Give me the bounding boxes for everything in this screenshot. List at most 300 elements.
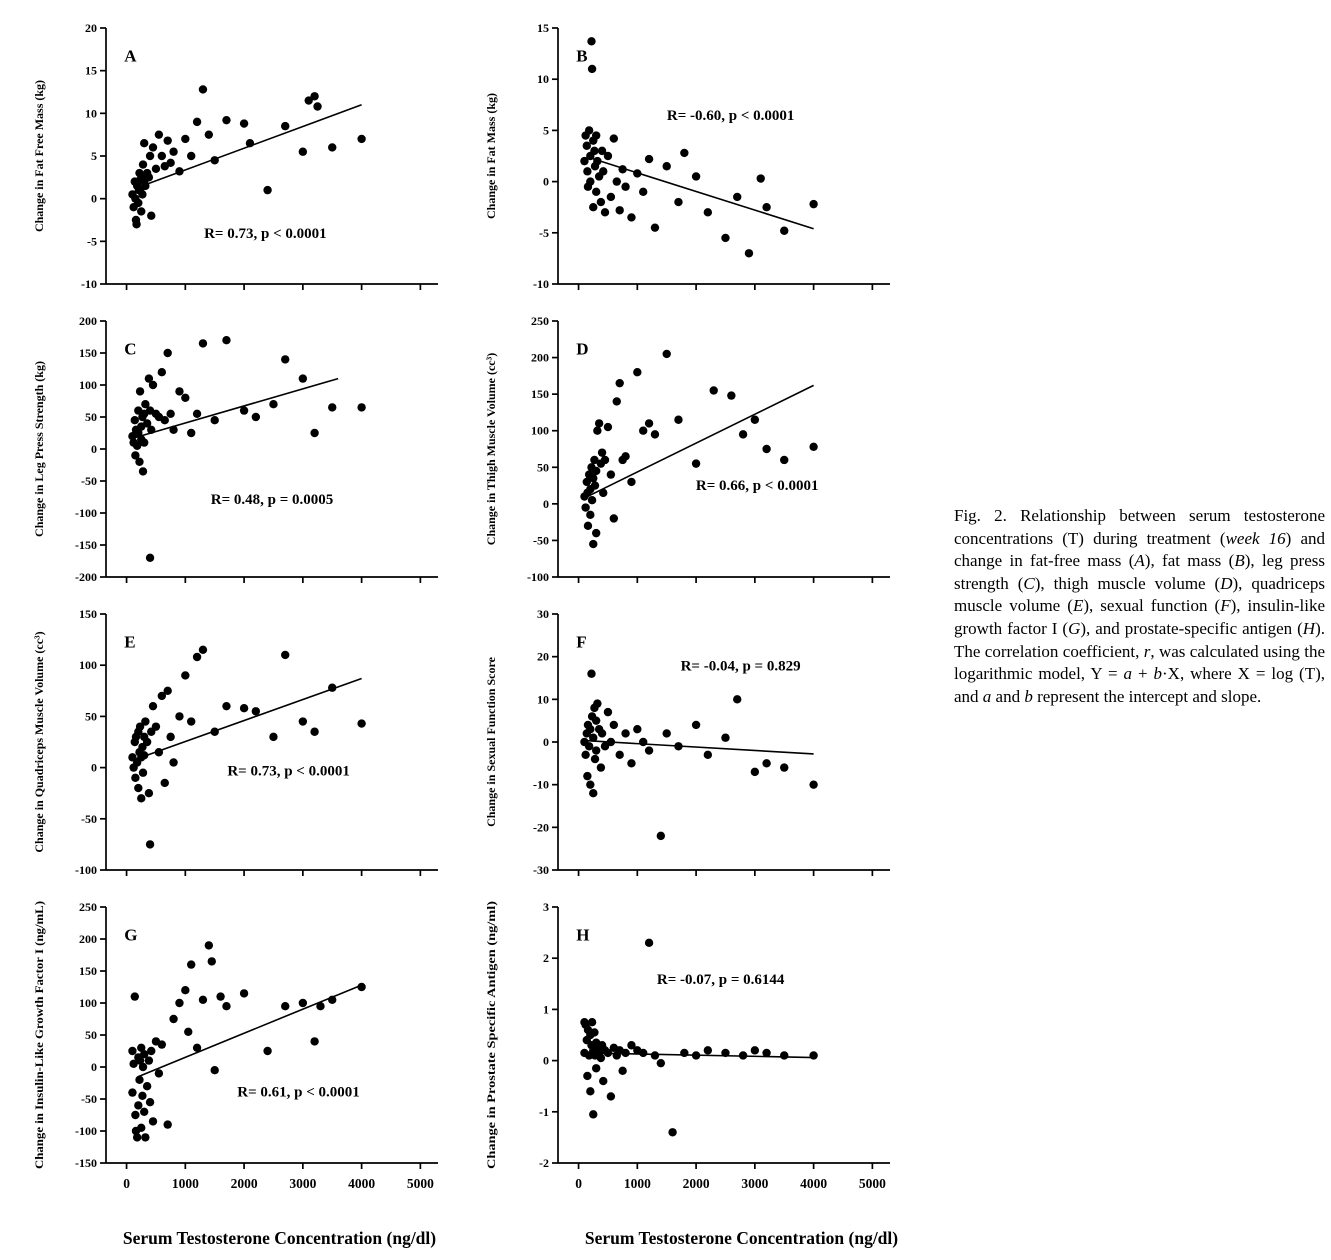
y-tick-label: -100 <box>75 506 97 520</box>
data-point <box>328 143 336 151</box>
data-point <box>593 157 601 165</box>
data-point <box>809 200 817 208</box>
chart-panel-h <box>478 893 918 1220</box>
data-point <box>145 1056 153 1064</box>
data-point <box>583 772 591 780</box>
data-point <box>281 651 289 659</box>
y-tick-label: 0 <box>543 174 549 189</box>
data-point <box>166 733 174 741</box>
y-tick-label: 0 <box>543 496 549 511</box>
data-point <box>645 746 653 754</box>
chart-svg-E <box>26 600 466 888</box>
data-point <box>246 139 254 147</box>
caption-run: and <box>991 686 1025 706</box>
y-tick-label: 100 <box>79 658 97 673</box>
data-point <box>762 759 770 767</box>
data-point <box>169 1015 177 1023</box>
data-point <box>222 336 230 344</box>
data-point <box>599 1077 607 1085</box>
data-point <box>589 1110 597 1118</box>
data-point <box>149 1117 157 1125</box>
data-point <box>263 1047 271 1055</box>
x-tick-label: 4000 <box>348 1176 376 1191</box>
y-tick-label: 150 <box>79 607 97 621</box>
data-point <box>211 1066 219 1074</box>
figure-caption <box>954 505 1325 708</box>
data-point <box>581 751 589 759</box>
y-tick-label: 20 <box>537 649 549 664</box>
y-tick-label: -50 <box>533 533 549 548</box>
data-point <box>155 748 163 756</box>
y-tick-label: 3 <box>543 900 549 914</box>
data-point <box>357 983 365 991</box>
chart-panel-a <box>26 14 466 307</box>
data-point <box>663 162 671 170</box>
correlation-annotation: R= 0.73, p < 0.0001 <box>227 763 350 780</box>
data-point <box>592 131 600 139</box>
data-point <box>211 416 219 424</box>
y-tick-label: 0 <box>543 735 549 749</box>
data-point <box>627 759 635 767</box>
caption-italic-run: r <box>1143 641 1151 661</box>
data-point <box>809 443 817 451</box>
caption-italic-run: a <box>982 686 992 706</box>
y-tick-label: 10 <box>537 692 549 707</box>
data-point <box>633 725 641 733</box>
data-point <box>147 212 155 220</box>
axes <box>552 28 890 290</box>
data-point <box>598 729 606 737</box>
chart-svg-H <box>478 893 918 1215</box>
y-tick-label: 0 <box>91 191 97 206</box>
data-point <box>187 717 195 725</box>
data-point <box>175 712 183 720</box>
data-point <box>627 478 635 486</box>
y-tick-label: 20 <box>85 21 97 35</box>
data-point <box>639 1049 647 1057</box>
x-axis-title-left: Serum Testosterone Concentration (ng/dl) <box>122 1228 437 1248</box>
data-point <box>193 410 201 418</box>
data-point <box>139 160 147 168</box>
data-point <box>299 148 307 156</box>
data-point <box>645 419 653 427</box>
data-point <box>222 702 230 710</box>
data-point <box>310 429 318 437</box>
chart-panel-b <box>478 14 918 307</box>
chart-svg-A <box>26 14 466 302</box>
data-point <box>138 190 146 198</box>
chart-panel-g <box>26 893 466 1220</box>
y-tick-label: 10 <box>85 106 97 121</box>
y-tick-label: 150 <box>531 387 549 402</box>
y-tick-label: -2 <box>539 1156 549 1170</box>
data-point <box>586 177 594 185</box>
data-point <box>601 456 609 464</box>
data-point <box>169 758 177 766</box>
trend-line <box>135 379 338 438</box>
y-tick-label: -200 <box>75 570 97 584</box>
data-point <box>590 147 598 155</box>
data-point <box>615 206 623 214</box>
data-point <box>745 249 753 257</box>
data-point <box>240 704 248 712</box>
y-tick-label: -150 <box>75 1156 97 1170</box>
data-point <box>739 430 747 438</box>
data-point <box>657 832 665 840</box>
data-point <box>138 1092 146 1100</box>
data-point <box>607 1092 615 1100</box>
data-point <box>316 1002 324 1010</box>
y-tick-label: 250 <box>531 314 549 328</box>
data-point <box>610 514 618 522</box>
data-point <box>216 992 224 1000</box>
data-point <box>587 37 595 45</box>
data-point <box>607 738 615 746</box>
data-point <box>181 986 189 994</box>
axes <box>100 907 438 1169</box>
y-tick-label: -100 <box>75 1124 97 1138</box>
y-tick-label: -10 <box>81 277 97 291</box>
data-point <box>299 717 307 725</box>
data-point <box>633 169 641 177</box>
chart-panel-d <box>478 307 918 600</box>
caption-run: + <box>1132 664 1154 684</box>
data-point <box>187 960 195 968</box>
data-point <box>136 387 144 395</box>
data-point <box>727 391 735 399</box>
y-tick-label: -5 <box>539 225 549 240</box>
y-axis-label: Change in Prostate Specific Antigen (ng/ml) <box>484 944 498 1169</box>
data-point <box>586 511 594 519</box>
data-point <box>651 223 659 231</box>
data-point <box>240 406 248 414</box>
data-point <box>645 939 653 947</box>
data-point <box>583 1072 591 1080</box>
axes <box>552 907 890 1169</box>
data-point <box>141 1133 149 1141</box>
x-tick-label: 2000 <box>230 1176 258 1191</box>
data-point <box>158 152 166 160</box>
data-point <box>595 419 603 427</box>
data-point <box>586 1087 594 1095</box>
data-point <box>147 1047 155 1055</box>
data-point <box>610 721 618 729</box>
y-tick-label: 0 <box>543 1053 549 1068</box>
data-points <box>128 941 366 1141</box>
data-point <box>310 728 318 736</box>
y-tick-label: 150 <box>79 346 97 360</box>
x-axis-title-right: Serum Testosterone Concentration (ng/dl) <box>584 1228 899 1248</box>
data-point <box>627 213 635 221</box>
caption-italic-run: b <box>1153 664 1162 684</box>
panel-letter: F <box>576 632 587 652</box>
x-tick-label: 3000 <box>289 1176 317 1191</box>
data-point <box>597 1054 605 1062</box>
data-point <box>199 996 207 1004</box>
y-tick-label: -10 <box>533 777 549 792</box>
data-point <box>205 130 213 138</box>
data-point <box>589 203 597 211</box>
data-point <box>263 186 271 194</box>
data-point <box>663 729 671 737</box>
data-point <box>310 1037 318 1045</box>
data-point <box>181 394 189 402</box>
data-point <box>140 751 148 759</box>
caption-italic-run: D <box>1220 573 1233 593</box>
data-point <box>651 1051 659 1059</box>
data-point <box>155 130 163 138</box>
data-point <box>589 540 597 548</box>
x-tick-label: 5000 <box>858 1176 886 1191</box>
data-point <box>587 670 595 678</box>
data-point <box>586 780 594 788</box>
y-tick-label: -50 <box>81 474 97 488</box>
data-point <box>592 716 600 724</box>
data-points <box>128 646 366 849</box>
data-point <box>589 474 597 482</box>
y-tick-label: -50 <box>81 1092 97 1106</box>
data-point <box>199 339 207 347</box>
data-point <box>158 1040 166 1048</box>
chart-svg-F <box>478 600 918 888</box>
data-point <box>193 653 201 661</box>
data-point <box>181 671 189 679</box>
caption-run: ), leg press strength ( <box>954 551 1325 593</box>
data-points <box>580 350 818 549</box>
data-point <box>598 448 606 456</box>
caption-run: ) and change in fat-free mass ( <box>954 528 1325 571</box>
data-point <box>639 188 647 196</box>
data-point <box>128 1088 136 1096</box>
data-point <box>585 742 593 750</box>
data-point <box>269 733 277 741</box>
data-point <box>163 687 171 695</box>
data-points <box>128 85 366 228</box>
data-point <box>721 1049 729 1057</box>
data-point <box>205 941 213 949</box>
data-point <box>607 470 615 478</box>
y-tick-label: 5 <box>543 123 549 138</box>
data-point <box>149 381 157 389</box>
data-point <box>328 996 336 1004</box>
data-point <box>721 734 729 742</box>
chart-panel-f <box>478 600 918 893</box>
x-tick-label: 0 <box>575 1176 582 1191</box>
chart-panel-e <box>26 600 466 893</box>
caption-italic-run: F <box>1220 596 1231 616</box>
data-point <box>211 728 219 736</box>
data-point <box>143 1082 151 1090</box>
data-point <box>146 554 154 562</box>
data-point <box>208 957 216 965</box>
data-point <box>604 152 612 160</box>
data-point <box>613 397 621 405</box>
data-point <box>140 438 148 446</box>
data-point <box>134 199 142 207</box>
y-axis-label: Change in Thigh Muscle Volume (cc³) <box>484 352 498 546</box>
data-point <box>809 1051 817 1059</box>
data-point <box>139 467 147 475</box>
data-point <box>131 1111 139 1119</box>
data-point <box>604 708 612 716</box>
data-point <box>668 1128 676 1136</box>
data-point <box>621 1049 629 1057</box>
data-point <box>133 1133 141 1141</box>
y-tick-label: 2 <box>543 951 549 966</box>
data-point <box>328 403 336 411</box>
data-point <box>137 207 145 215</box>
data-point <box>310 92 318 100</box>
data-point <box>592 1064 600 1072</box>
data-point <box>757 174 765 182</box>
data-point <box>584 522 592 530</box>
correlation-annotation: R= -0.60, p < 0.0001 <box>666 108 795 125</box>
data-point <box>692 721 700 729</box>
caption-run: Fig. 2. Relationship between serum testosterone concentrations (T) during treatment ( <box>954 506 1325 548</box>
y-tick-label: -1 <box>539 1104 549 1119</box>
data-point <box>169 148 177 156</box>
data-point <box>710 386 718 394</box>
y-tick-label: 50 <box>85 709 97 724</box>
data-point <box>583 167 591 175</box>
correlation-annotation: R= 0.66, p < 0.0001 <box>695 477 819 494</box>
data-point <box>592 188 600 196</box>
data-point <box>592 529 600 537</box>
data-point <box>751 416 759 424</box>
data-point <box>618 1067 626 1075</box>
y-axis-label: Change in Fat Mass (kg) <box>484 92 498 220</box>
data-point <box>175 387 183 395</box>
caption-italic-run: a <box>1123 664 1133 684</box>
right-chart-column <box>478 14 950 1249</box>
y-tick-label: 100 <box>79 996 97 1010</box>
data-point <box>155 1069 163 1077</box>
data-point <box>163 1120 171 1128</box>
data-point <box>704 751 712 759</box>
y-axis-label: Change in Insulin-Like Growth Factor I (ng/mL) <box>32 918 46 1169</box>
data-point <box>593 699 601 707</box>
data-point <box>281 355 289 363</box>
correlation-annotation: R= -0.07, p = 0.6144 <box>656 971 785 988</box>
caption-run: ·X, where X = log (T), and <box>954 664 1325 706</box>
y-tick-label: 30 <box>537 607 549 621</box>
data-point <box>780 456 788 464</box>
y-tick-label: 200 <box>79 932 97 946</box>
y-axis-label: Change in Sexual Function Score <box>484 657 498 827</box>
data-point <box>240 119 248 127</box>
data-point <box>607 193 615 201</box>
data-point <box>222 1002 230 1010</box>
data-point <box>199 646 207 654</box>
y-tick-label: 50 <box>85 410 97 424</box>
y-tick-label: -30 <box>533 863 549 877</box>
y-axis-label: Change in Leg Press Strength (kg) <box>32 361 46 537</box>
data-point <box>591 481 599 489</box>
data-point <box>187 152 195 160</box>
caption-italic-run: H <box>1302 619 1316 639</box>
data-point <box>633 368 641 376</box>
data-point <box>141 717 149 725</box>
data-point <box>269 400 277 408</box>
data-point <box>588 65 596 73</box>
y-tick-label: 5 <box>91 149 97 163</box>
data-point <box>692 172 700 180</box>
data-point <box>146 840 154 848</box>
data-point <box>166 410 174 418</box>
y-tick-label: 1 <box>543 1002 549 1017</box>
data-point <box>588 496 596 504</box>
data-point <box>751 768 759 776</box>
panel-letter: G <box>124 925 138 945</box>
data-points <box>580 670 818 841</box>
data-point <box>674 742 682 750</box>
y-tick-label: -50 <box>81 811 97 826</box>
data-point <box>618 165 626 173</box>
data-point <box>328 684 336 692</box>
y-tick-label: -100 <box>75 863 97 877</box>
data-point <box>645 155 653 163</box>
correlation-annotation: R= 0.61, p < 0.0001 <box>237 1084 360 1101</box>
y-tick-label: 200 <box>531 350 549 365</box>
data-point <box>139 1063 147 1071</box>
x-tick-label: 3000 <box>741 1176 769 1191</box>
data-point <box>145 173 153 181</box>
trend-line <box>138 985 361 1077</box>
data-point <box>592 467 600 475</box>
data-point <box>199 85 207 93</box>
data-point <box>222 116 230 124</box>
data-point <box>581 503 589 511</box>
chart-svg-B <box>478 14 918 302</box>
data-point <box>163 136 171 144</box>
data-point <box>780 763 788 771</box>
y-axis-label: Change in Fat Free Mass (kg) <box>32 79 46 233</box>
data-point <box>146 152 154 160</box>
data-point <box>615 751 623 759</box>
data-point <box>145 789 153 797</box>
data-point <box>704 1046 712 1054</box>
data-point <box>621 183 629 191</box>
chart-svg-D <box>478 307 918 595</box>
chart-panel-c <box>26 307 466 600</box>
correlation-annotation: R= -0.04, p = 0.829 <box>680 658 801 675</box>
caption-run: ). The correlation coefficient, <box>954 619 1325 661</box>
data-point <box>240 989 248 997</box>
data-point <box>299 374 307 382</box>
data-point <box>161 779 169 787</box>
data-point <box>193 118 201 126</box>
data-point <box>663 350 671 358</box>
data-point <box>588 1018 596 1026</box>
data-points <box>580 37 818 257</box>
data-point <box>134 1101 142 1109</box>
data-point <box>621 729 629 737</box>
data-point <box>621 452 629 460</box>
data-point <box>739 1051 747 1059</box>
y-tick-label: 200 <box>79 314 97 328</box>
caption-italic-run: A <box>1134 551 1145 571</box>
panel-letter: E <box>124 632 136 652</box>
axes <box>100 321 438 583</box>
data-point <box>733 695 741 703</box>
caption-italic-run: b <box>1024 686 1033 706</box>
data-point <box>135 458 143 466</box>
data-point <box>613 177 621 185</box>
chart-svg-G <box>26 893 466 1215</box>
data-point <box>733 193 741 201</box>
data-point <box>128 1047 136 1055</box>
data-point <box>357 135 365 143</box>
